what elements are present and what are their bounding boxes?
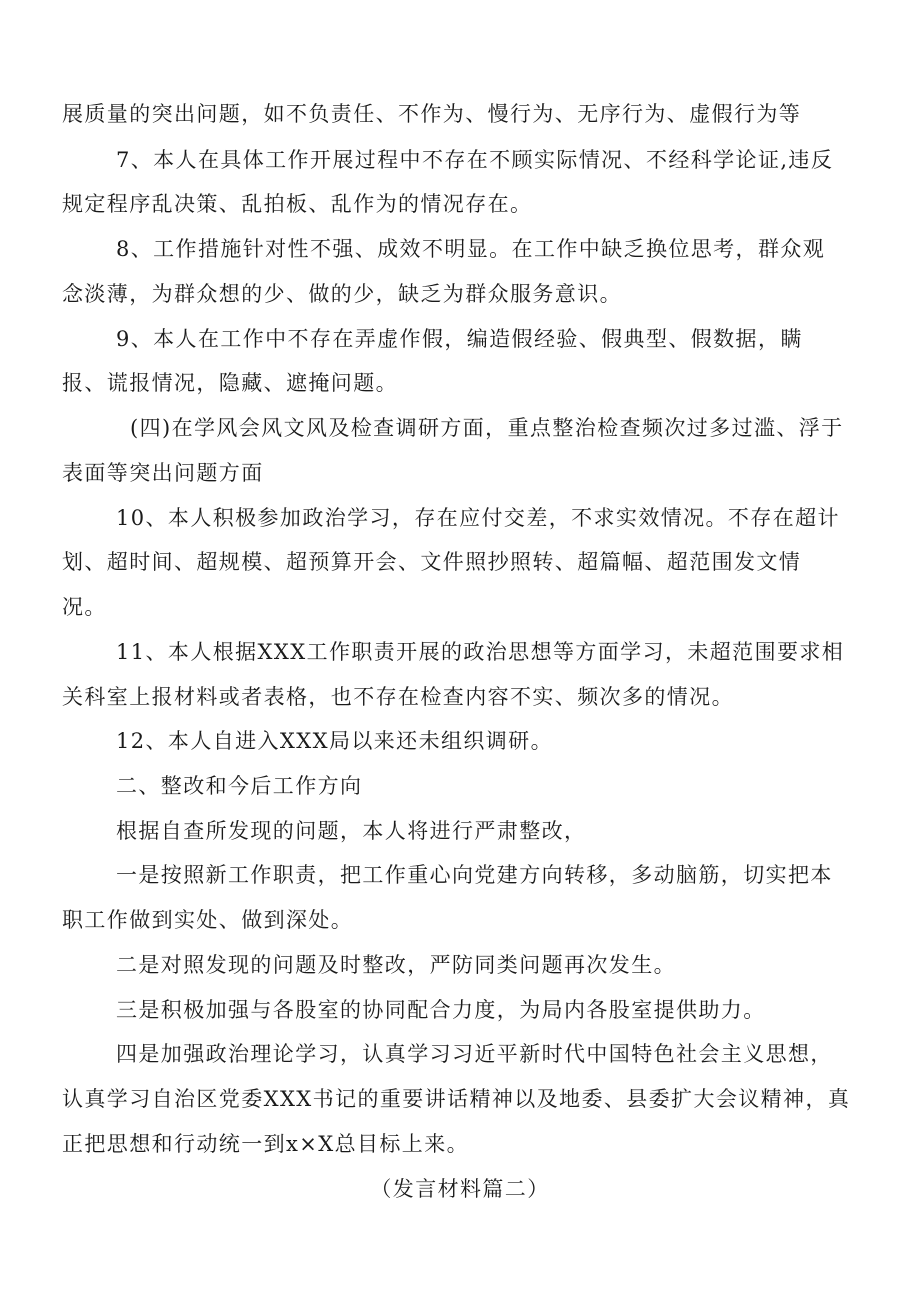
- measure-1-line-1: 一是按照新工作职责，把工作重心向党建方向转移，多动脑筋，切实把本: [116, 863, 833, 887]
- measure-4-line-3: 正把思想和行动统一到x×X总目标上来。: [62, 1132, 469, 1156]
- measure-4-line-2: 认真学习自治区党委XXX书记的重要讲话精神以及地委、县委扩大会议精神，真: [62, 1087, 851, 1111]
- text-line: 展质量的突出问题，如不负责任、不作为、慢行为、无序行为、虚假行为等: [62, 102, 802, 126]
- item-10-line-3: 况。: [62, 595, 107, 619]
- section-4-heading-line-1: (四)在学风会风文风及检查调研方面，重点整治检查频次过多过滥、浮于: [130, 416, 844, 440]
- item-8-line-1: 8、工作措施针对性不强、成效不明显。在工作中缺乏换位思考，群众观: [116, 237, 826, 261]
- item-11-line-1: 11、本人根据XXX工作职责开展的政治思想等方面学习，未超范围要求相: [116, 640, 845, 664]
- part-two-heading: （发言材料篇二）: [370, 1177, 550, 1201]
- rectification-intro: 根据自查所发现的问题，本人将进行严肃整改，: [116, 819, 587, 843]
- measure-3-line: 三是积极加强与各股室的协同配合力度，为局内各股室提供助力。: [116, 998, 766, 1022]
- item-9-line-2: 报、谎报情况，隐藏、遮掩问题。: [62, 371, 398, 395]
- section-4-heading-line-2: 表面等突出问题方面: [62, 461, 264, 485]
- measure-1-line-2: 职工作做到实处、做到深处。: [62, 908, 354, 932]
- item-9-line-1: 9、本人在工作中不存在弄虚作假，编造假经验、假典型、假数据，瞒: [116, 327, 803, 351]
- measure-2-line: 二是对照发现的问题及时整改，严防同类问题再次发生。: [116, 953, 676, 977]
- item-8-line-2: 念淡薄，为群众想的少、做的少，缺乏为群众服务意识。: [62, 282, 622, 306]
- item-10-line-1: 10、本人积极参加政治学习，存在应付交差，不求实效情况。不存在超计: [116, 506, 840, 530]
- item-7-line-2: 规定程序乱决策、乱拍板、乱作为的情况存在。: [62, 192, 533, 216]
- section-2-heading: 二、整改和今后工作方向: [116, 774, 363, 798]
- item-12-line: 12、本人自进入XXX局以来还未组织调研。: [116, 729, 553, 753]
- item-7-line-1: 7、本人在具体工作开展过程中不存在不顾实际情况、不经科学论证,违反: [116, 148, 834, 172]
- item-10-line-2: 划、超时间、超规模、超预算开会、文件照抄照转、超篇幅、超范围发文情: [62, 550, 802, 574]
- measure-4-line-1: 四是加强政治理论学习，认真学习习近平新时代中国特色社会主义思想，: [116, 1042, 833, 1066]
- item-11-line-2: 关科室上报材料或者表格，也不存在检查内容不实、频次多的情况。: [62, 685, 734, 709]
